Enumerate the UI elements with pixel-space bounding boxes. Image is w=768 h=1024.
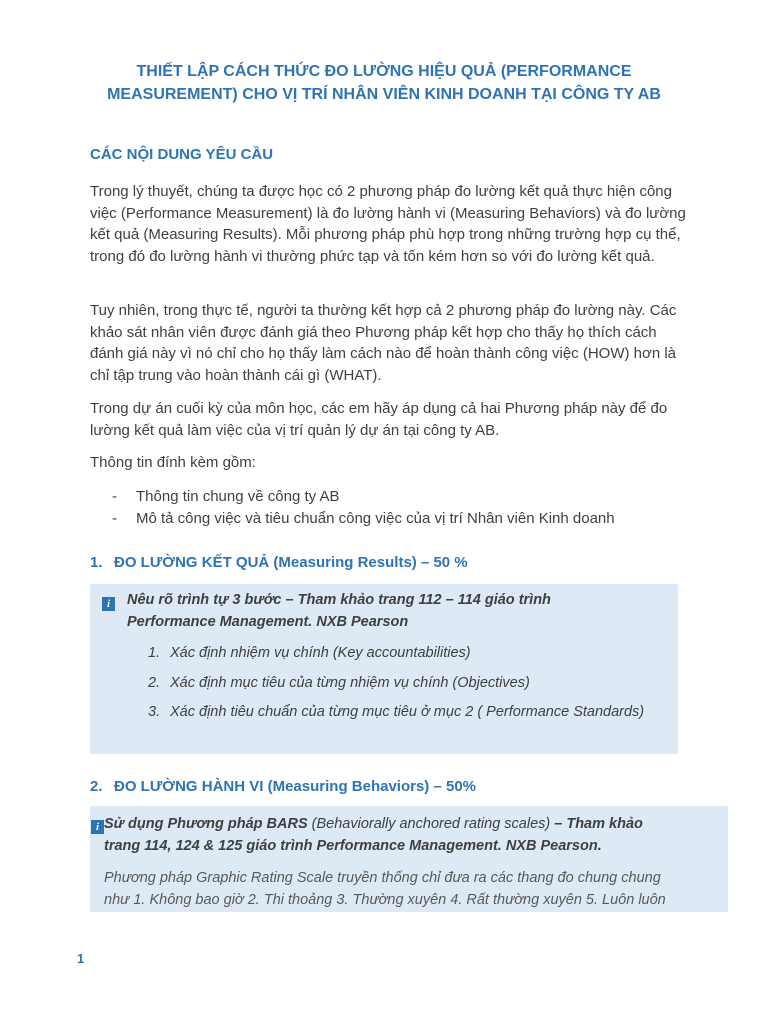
info-icon: i	[102, 597, 115, 611]
section-2-description-line-2: như 1. Không bao giờ 2. Thi thoảng 3. Thường xuyên 4. Rất thường xuyên 5. Luôn luôn	[104, 891, 666, 908]
list-item	[148, 645, 471, 661]
title-line-1: THIẾT LẬP CÁCH THỨC ĐO LƯỜNG HIỆU QUẢ (PERFORMANCE	[136, 63, 632, 80]
list-item	[148, 675, 530, 691]
bullet-dash: -	[112, 510, 117, 527]
section-1-title-vi: ĐO LƯỜNG KẾT QUẢ	[114, 554, 270, 571]
step-text: Xác định mục tiêu của từng nhiệm vụ chính (Objectives)	[170, 675, 530, 691]
step-number: 3.	[148, 704, 161, 720]
step-number: 1.	[148, 645, 161, 661]
page-number: 1	[77, 951, 85, 966]
section-2-title-vi: ĐO LƯỜNG HÀNH VI	[114, 778, 264, 795]
attachments-list	[90, 486, 690, 530]
section-2-note-bold-end: – Tham khảo	[554, 816, 643, 832]
section-1-title-en: (Measuring Results) – 50 %	[273, 554, 468, 571]
bullet-text: Thông tin chung về công ty AB	[136, 488, 340, 505]
step-text: Xác định nhiệm vụ chính (Key accountabilities)	[170, 645, 471, 661]
info-icon: i	[91, 820, 104, 834]
section-1-note-line-1: Nêu rõ trình tự 3 bước – Tham khảo trang 112 – 114 giáo trình	[127, 592, 551, 608]
section-2-note-line-2: trang 114, 124 & 125 giáo trình Performance Management. NXB Pearson.	[104, 837, 602, 854]
attachments-intro: Thông tin đính kèm gồm:	[90, 454, 256, 471]
section-1-number: 1.	[90, 554, 103, 571]
paragraph-3: Trong dự án cuối kỳ của môn học, các em hãy áp dụng cả hai Phương pháp này để đo lường kết quả làm việc của vị trí quản lý dự án tại công ty AB.	[90, 400, 668, 439]
section-2-description-line-1: Phương pháp Graphic Rating Scale truyền thống chỉ đưa ra các thang đo chung chung	[104, 870, 661, 886]
paragraph-2: Tuy nhiên, trong thực tế, người ta thường kết hợp cả 2 phương pháp đo lường này. Các khảo sát nhân viên được đánh giá theo Phương pháp kết hợp cho thấy họ thích cách đánh giá này vì nó chỉ cho họ thấy làm cách nào để hoàn thành công việc (HOW) hơn là chỉ tập trung vào hoàn thành cái gì (WHAT).	[90, 302, 677, 384]
section-1-note-line-2: Performance Management. NXB Pearson	[127, 613, 409, 630]
list-item	[148, 704, 644, 720]
section-2-heading	[90, 778, 476, 795]
step-number: 2.	[148, 675, 161, 691]
requirements-heading: CÁC NỘI DUNG YÊU CẦU	[90, 146, 274, 163]
step-text: Xác định tiêu chuẩn của từng mục tiêu ở mục 2 ( Performance Standards)	[170, 704, 645, 720]
title-line-2: MEASUREMENT) CHO VỊ TRÍ NHÂN VIÊN KINH DOANH TẠI CÔNG TY AB	[107, 86, 661, 103]
paragraph-1: Trong lý thuyết, chúng ta được học có 2 phương pháp đo lường kết quả thực hiện công việc (Performance Measurement) là đo lường hành vi (Measuring Behaviors) và đo lường kết quả (Measuring Results). Mỗi phương pháp phù hợp trong những trường hợp cụ thể, trong đó đo lường hành vi thường phức tạp và tốn kém hơn so với đo lường kết quả.	[90, 183, 686, 265]
list-item	[90, 508, 690, 530]
section-1-note	[127, 590, 667, 633]
section-2-description	[104, 868, 704, 911]
list-item	[90, 486, 690, 508]
section-2-note	[104, 814, 704, 857]
section-2-note-box	[90, 806, 728, 912]
section-2-note-bold-start: Sử dụng Phương pháp BARS	[104, 816, 308, 832]
section-2-note-paren: (Behaviorally anchored rating scales)	[307, 816, 555, 832]
section-2-number: 2.	[90, 778, 103, 795]
bullet-dash: -	[112, 488, 117, 505]
document-title	[60, 60, 708, 106]
bullet-text: Mô tả công việc và tiêu chuẩn công việc của vị trí Nhân viên Kinh doanh	[136, 510, 615, 527]
section-1-note-box	[90, 584, 678, 754]
section-2-title-en: (Measuring Behaviors) – 50%	[267, 778, 476, 795]
section-1-heading	[90, 554, 468, 571]
